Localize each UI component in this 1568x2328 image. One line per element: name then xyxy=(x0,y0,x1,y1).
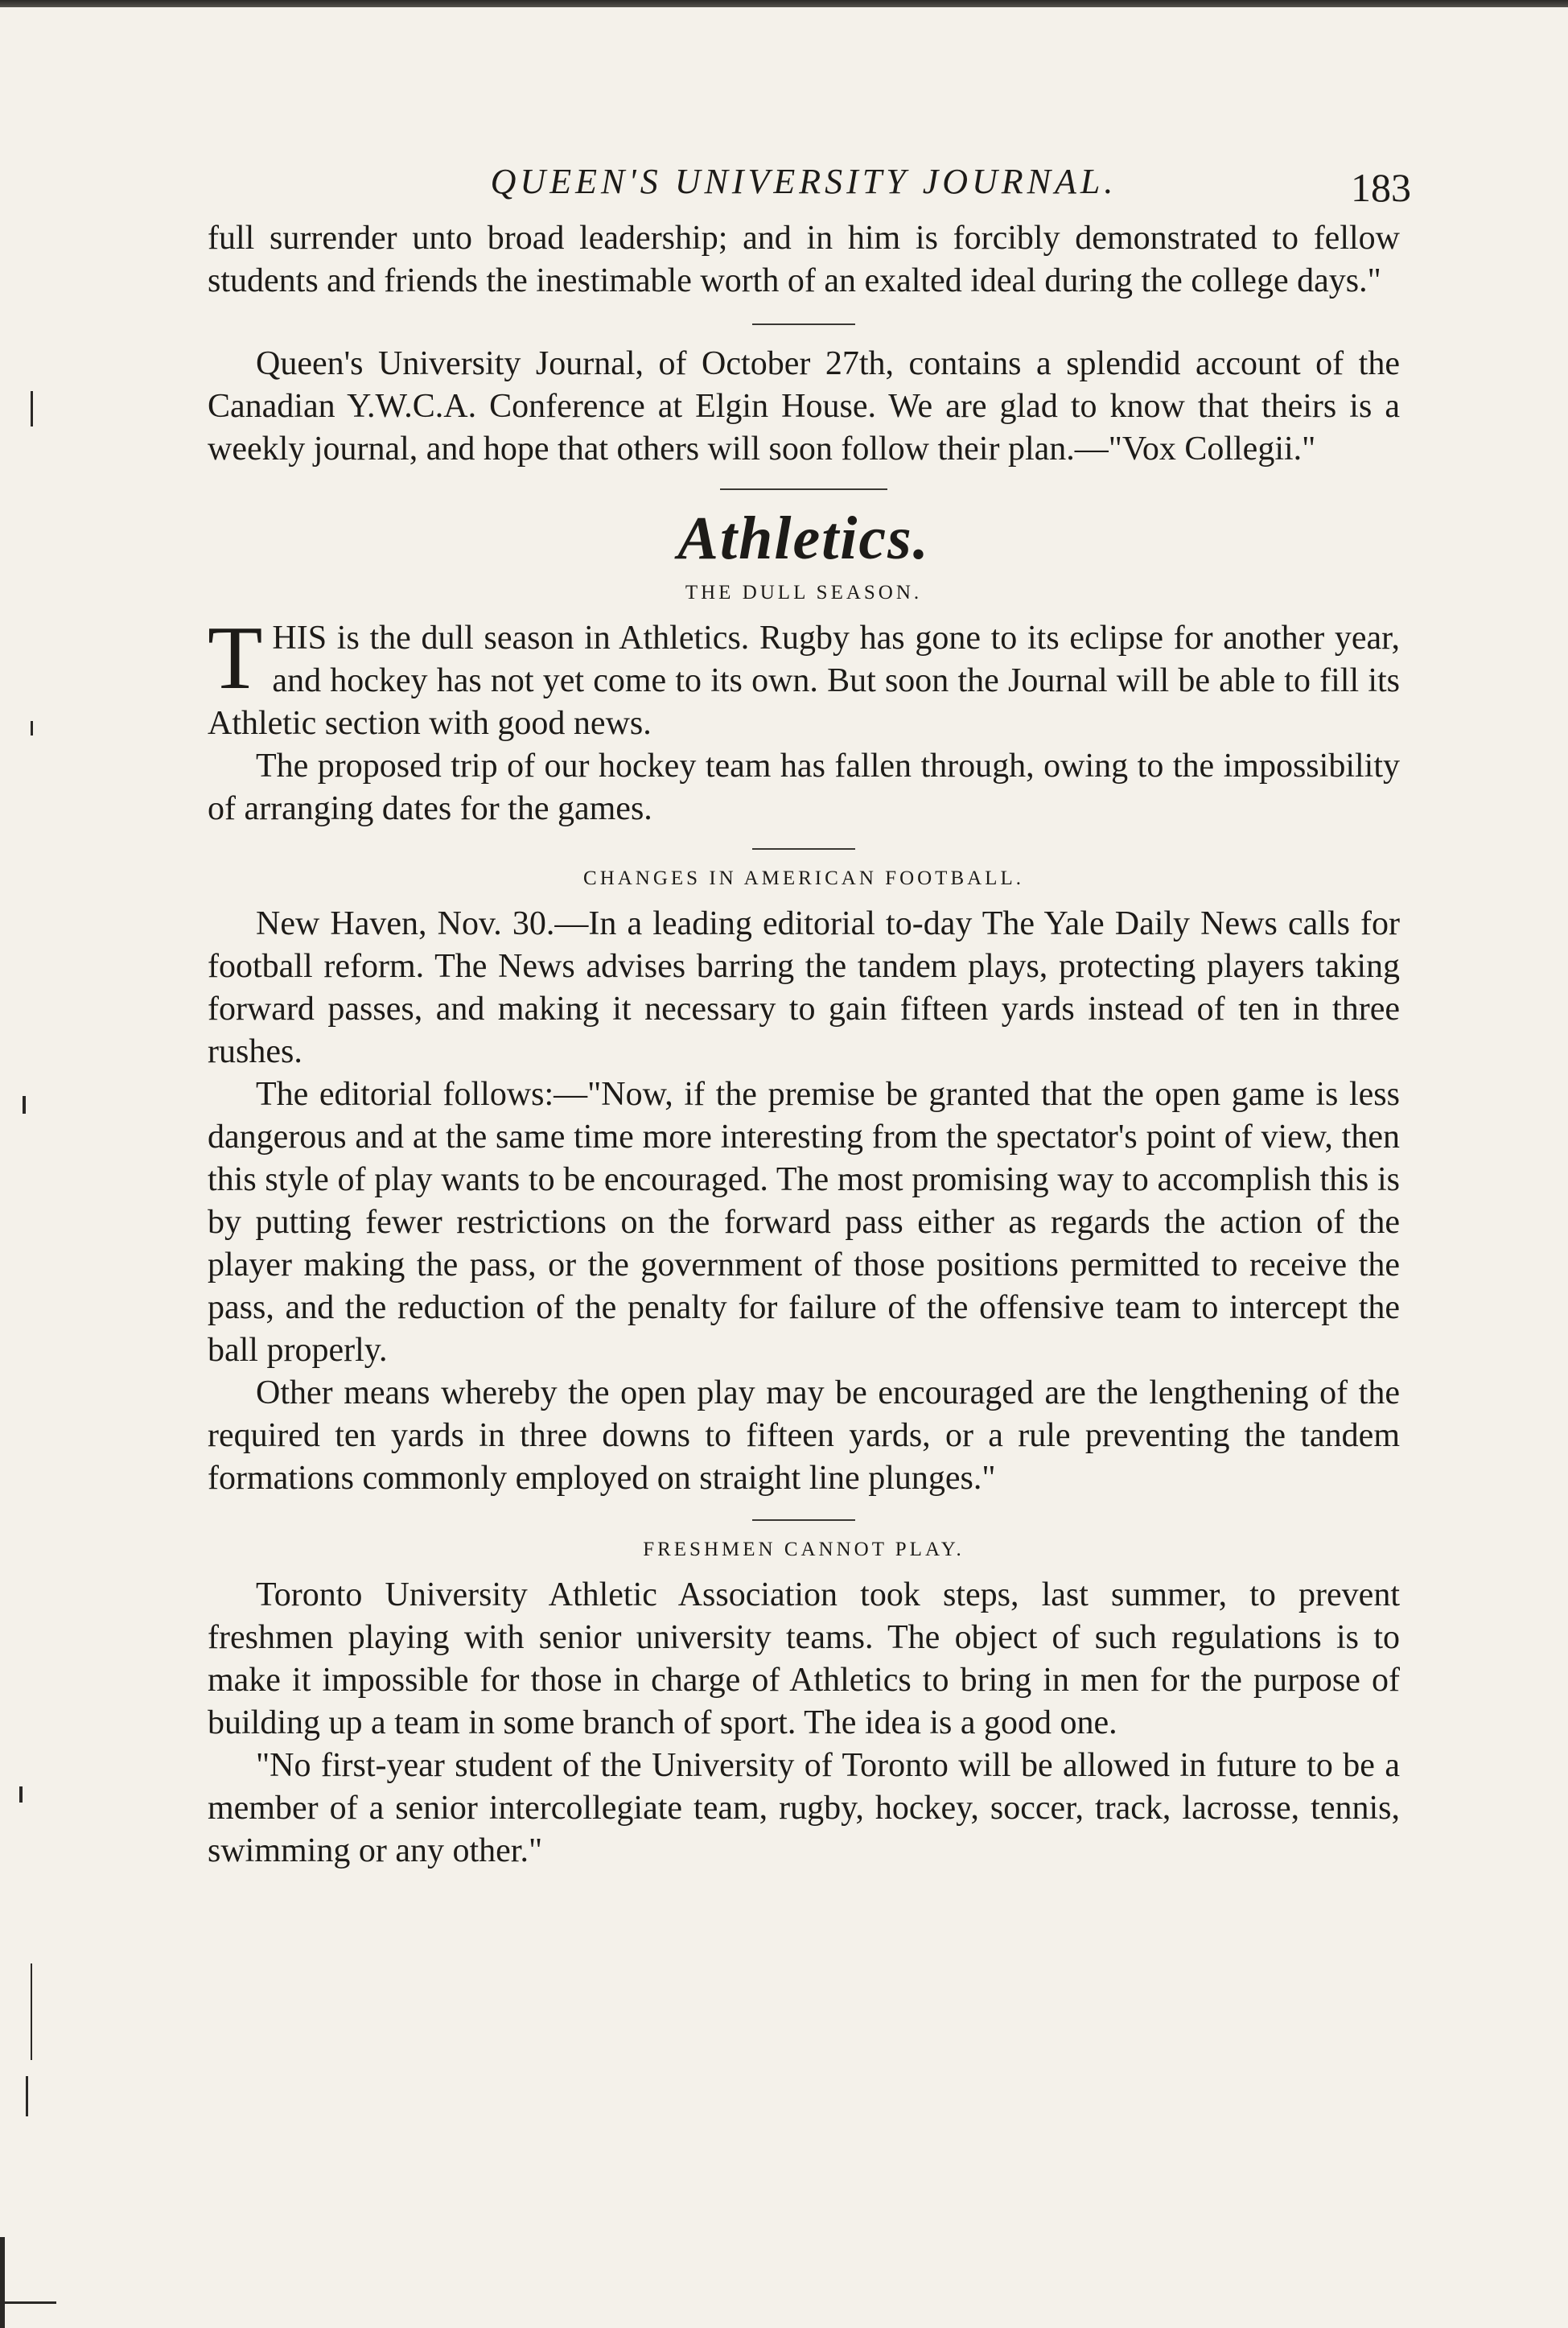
intro-paragraph: Queen's University Journal, of October 27th, contains a splendid account of the Canadian Y.W.C.A. Conference at Elgin House. We are glad to know that theirs is a weekly journal, and hope that others will soon follow their plan.—"Vox Collegii." xyxy=(208,345,1400,468)
scan-mark xyxy=(31,1963,32,2060)
article-paragraph: Toronto University Athletic Association took steps, last summer, to prevent freshmen playing with senior university teams. The object of such regulations is to make it impossible for those in charge of Athletics to bring in men for the purpose of building up a team in some branch of sport. The idea is a good one. xyxy=(208,1576,1400,1741)
scan-mark xyxy=(31,391,33,426)
divider-rule xyxy=(752,323,855,325)
running-head xyxy=(208,153,1411,217)
scan-mark xyxy=(0,2237,5,2328)
scan-mark xyxy=(19,1786,23,1803)
divider-rule xyxy=(752,848,855,850)
divider-rule xyxy=(720,488,887,490)
scan-mark xyxy=(26,2076,28,2116)
article-paragraph: "No first-year student of the University of Toronto will be allowed in future to be a member of a senior intercollegiate team, rugby, hockey, soccer, track, lacrosse, tennis, swimming or any other." xyxy=(208,1747,1400,1869)
running-title: QUEEN'S UNIVERSITY JOURNAL. xyxy=(490,162,1117,201)
scan-mark xyxy=(31,721,33,735)
section-title: Athletics. xyxy=(677,505,930,572)
page-number: 183 xyxy=(1351,165,1411,210)
article-paragraph xyxy=(208,608,1400,745)
divider-rule xyxy=(752,1519,855,1521)
article-paragraph: New Haven, Nov. 30.—In a leading editorial to-day The Yale Daily News calls for football reform. The News advises barring the tandem plays, protecting players taking forward passes, and making it necessary to gain fifteen yards instead of ten in three rushes. xyxy=(208,905,1400,1070)
article-paragraph: The proposed trip of our hockey team has fallen through, owing to the impossibility of arranging dates for the games. xyxy=(208,748,1400,827)
scan-mark xyxy=(23,1096,26,1114)
journal-page xyxy=(208,153,1411,1873)
article-text: HIS is the dull season in Athletics. Rugby has gone to its eclipse for another year, and hockey has not yet come to its own. But soon the Journal will be able to fill its Athletic section with good news. xyxy=(208,620,1400,742)
scan-mark xyxy=(0,2301,56,2304)
article-paragraph: Other means whereby the open play may be encouraged are the lengthening of the required ten yards in three downs to fifteen yards, or a rule preventing the tandem formations commonly employed on straight line plunges." xyxy=(208,1374,1400,1497)
drop-cap: T xyxy=(208,608,263,708)
article-heading: FRESHMEN CANNOT PLAY. xyxy=(643,1539,965,1560)
article-paragraph: The editorial follows:—"Now, if the premise be granted that the open game is less dangerous and at the same time more interesting from the spectator's point of view, then this style of play wants to be encouraged. The most promising way to accomplish this is by putting fewer restrictions on the forward pass either as regards the action of the player making the pass, or the government of those positions permitted to receive the pass, and the reduction of the penalty for failure of the offensive team to intercept the ball properly. xyxy=(208,1076,1400,1369)
intro-paragraph: full surrender unto broad leadership; and in him is forcibly demonstrated to fellow students and friends the inestimable worth of an exalted ideal during the college days." xyxy=(208,220,1400,299)
top-scan-edge xyxy=(0,0,1568,7)
article-heading: CHANGES IN AMERICAN FOOTBALL. xyxy=(583,867,1024,889)
article-heading: THE DULL SEASON. xyxy=(685,582,923,604)
